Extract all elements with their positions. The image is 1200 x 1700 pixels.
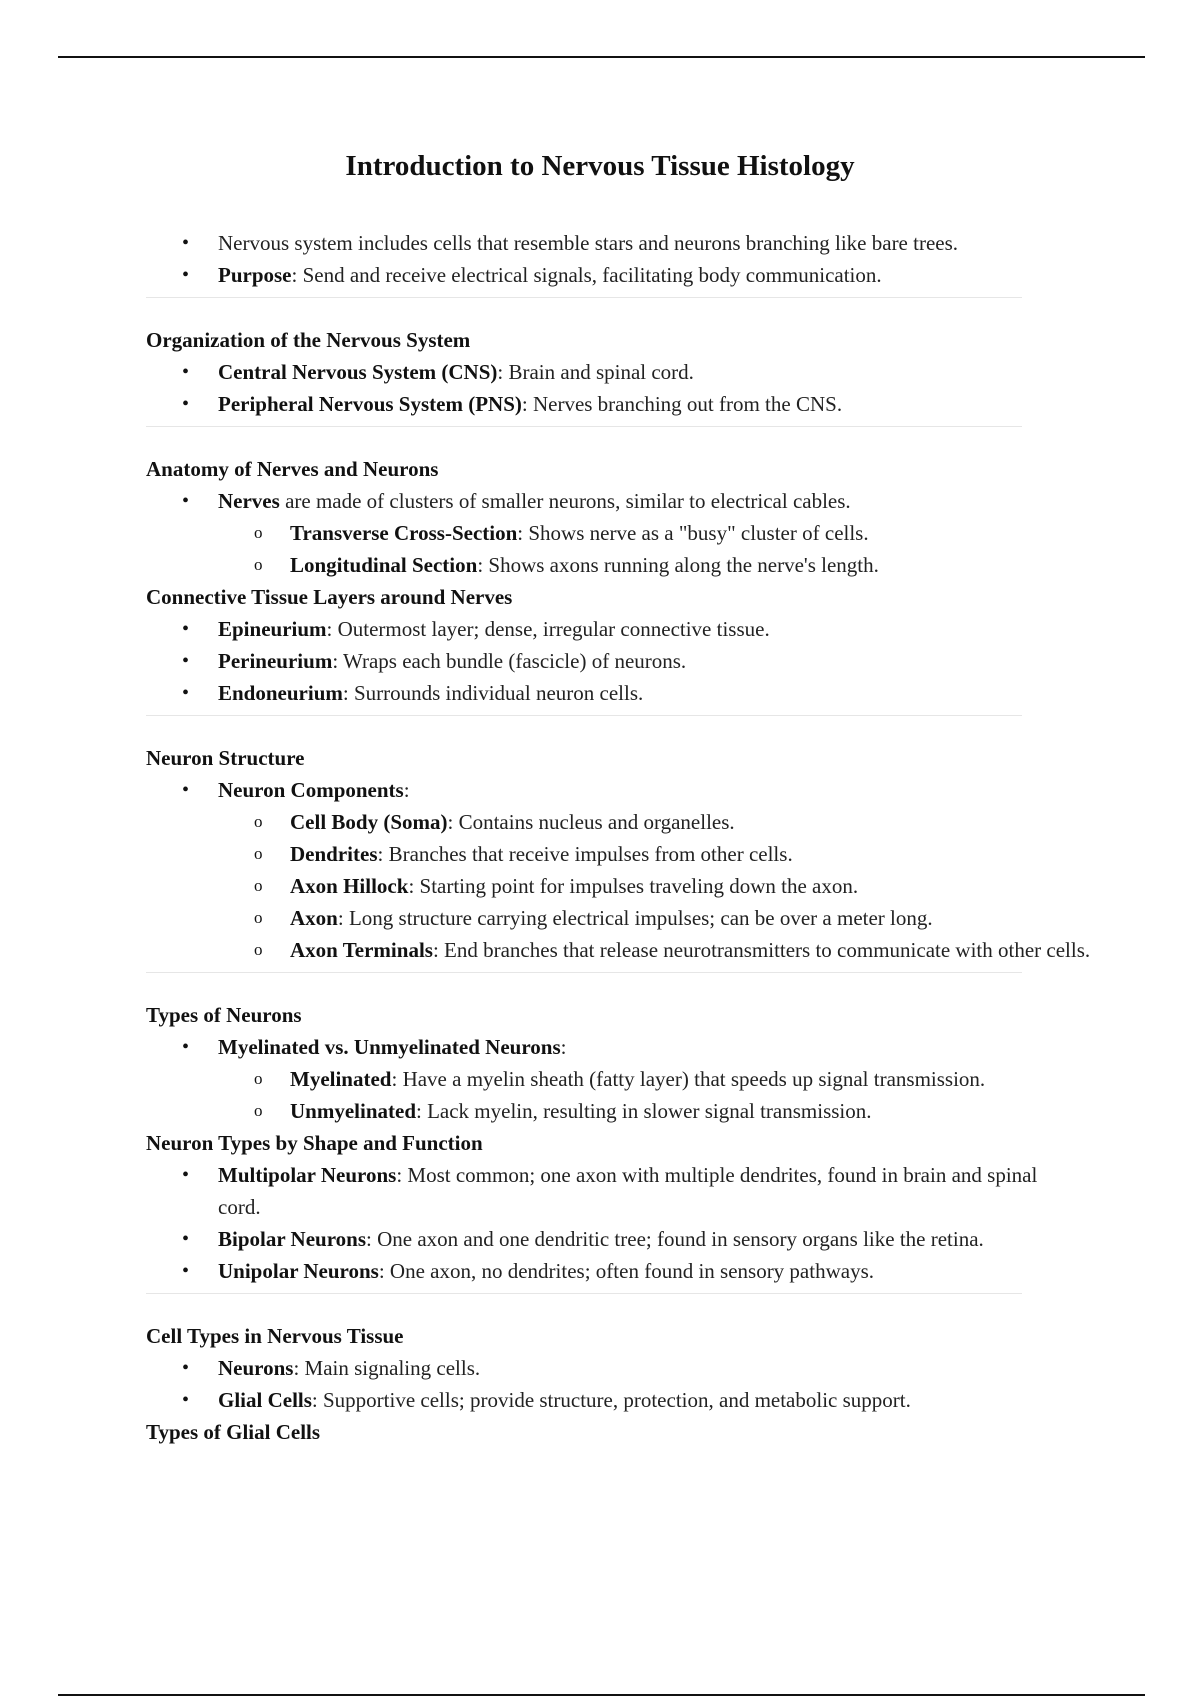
item-term: Neuron Components xyxy=(218,778,404,802)
anatomy-list xyxy=(146,485,1066,581)
item-text: : Starting point for impulses traveling down the axon. xyxy=(408,874,859,898)
list-item xyxy=(146,1031,1066,1063)
section-heading-cells: Cell Types in Nervous Tissue xyxy=(146,1324,404,1348)
item-text: : Main signaling cells. xyxy=(293,1356,481,1380)
item-term: Axon Hillock xyxy=(290,874,409,898)
item-text: : Send and receive electrical signals, facilitating body communication. xyxy=(291,263,882,287)
list-item xyxy=(146,356,1066,388)
sub-list-item xyxy=(146,549,1066,581)
item-text: : Wraps each bundle (fascicle) of neurons. xyxy=(332,649,687,673)
item-text: : One axon and one dendritic tree; found in sensory organs like the retina. xyxy=(366,1227,984,1251)
section-heading-glial: Types of Glial Cells xyxy=(146,1420,321,1444)
sub-list-item xyxy=(146,934,1106,966)
sub-list-item xyxy=(146,517,1066,549)
item-text: : One axon, no dendrites; often found in sensory pathways. xyxy=(378,1259,874,1283)
list-item xyxy=(146,645,1066,677)
list-item xyxy=(146,677,1066,709)
list-item xyxy=(146,485,1066,517)
item-text: : Outermost layer; dense, irregular connective tissue. xyxy=(326,617,770,641)
item-text: : Branches that receive impulses from other cells. xyxy=(377,842,793,866)
document-title: Introduction to Nervous Tissue Histology xyxy=(345,150,855,182)
item-term: Neurons xyxy=(218,1356,294,1380)
list-item xyxy=(146,259,1066,291)
section-heading-organization: Organization of the Nervous System xyxy=(146,328,471,352)
section-heading-structure: Neuron Structure xyxy=(146,746,305,770)
list-item xyxy=(146,388,1066,420)
item-text: : Brain and spinal cord. xyxy=(497,360,694,384)
item-term: Axon Terminals xyxy=(290,938,433,962)
item-term: Myelinated vs. Unmyelinated Neurons xyxy=(218,1035,561,1059)
list-item xyxy=(146,774,1066,806)
item-term: Purpose xyxy=(218,263,292,287)
item-term: Unmyelinated xyxy=(290,1099,416,1123)
list-item xyxy=(146,1384,1066,1416)
document-body xyxy=(146,227,1091,1448)
item-term: Multipolar Neurons xyxy=(218,1163,397,1187)
section-divider xyxy=(146,297,1022,298)
list-item xyxy=(146,1352,1066,1384)
list-item xyxy=(146,227,1066,259)
section-heading-types: Types of Neurons xyxy=(146,1003,302,1027)
item-term: Longitudinal Section xyxy=(290,553,478,577)
item-text: : End branches that release neurotransmitters to communicate with other cells. xyxy=(432,938,1091,962)
sub-list-item xyxy=(146,838,1066,870)
item-text: : Long structure carrying electrical impulses; can be over a meter long. xyxy=(337,906,933,930)
list-item xyxy=(146,1223,1066,1255)
list-item xyxy=(146,1159,1066,1223)
item-text: : Most common; one axon with multiple dendrites, found in brain and spinal cord. xyxy=(218,1163,1038,1219)
item-text: Nervous system includes cells that resemble stars and neurons branching like bare trees. xyxy=(218,231,959,255)
item-text: : Lack myelin, resulting in slower signal transmission. xyxy=(416,1099,872,1123)
section-heading-shape: Neuron Types by Shape and Function xyxy=(146,1131,483,1155)
sub-list-item xyxy=(146,1063,1066,1095)
item-text: : Nerves branching out from the CNS. xyxy=(521,392,843,416)
section-heading-connective: Connective Tissue Layers around Nerves xyxy=(146,585,513,609)
item-term: Nerves xyxy=(218,489,280,513)
section-divider xyxy=(146,715,1022,716)
bottom-rule xyxy=(58,1694,1145,1696)
item-term: Cell Body (Soma) xyxy=(290,810,448,834)
item-text: : Surrounds individual neuron cells. xyxy=(342,681,644,705)
item-text: : xyxy=(403,778,410,802)
types-list xyxy=(146,1031,1066,1127)
item-text: : Contains nucleus and organelles. xyxy=(447,810,735,834)
list-item xyxy=(146,613,1066,645)
list-item xyxy=(146,1255,1066,1287)
section-divider xyxy=(146,972,1022,973)
item-term: Peripheral Nervous System (PNS) xyxy=(218,392,522,416)
sub-list-item xyxy=(146,806,1066,838)
item-text: are made of clusters of smaller neurons, similar to electrical cables. xyxy=(279,489,851,513)
sub-list-item xyxy=(146,902,1066,934)
sub-list-item xyxy=(146,1095,1066,1127)
item-term: Axon xyxy=(290,906,338,930)
cells-list xyxy=(146,1352,1066,1416)
item-text: : xyxy=(560,1035,567,1059)
section-divider xyxy=(146,426,1022,427)
item-term: Dendrites xyxy=(290,842,378,866)
section-divider xyxy=(146,1293,1022,1294)
item-text: : Supportive cells; provide structure, protection, and metabolic support. xyxy=(311,1388,911,1412)
item-term: Bipolar Neurons xyxy=(218,1227,367,1251)
item-text: : Have a myelin sheath (fatty layer) that speeds up signal transmission. xyxy=(391,1067,986,1091)
item-term: Endoneurium xyxy=(218,681,343,705)
item-term: Myelinated xyxy=(290,1067,392,1091)
item-term: Epineurium xyxy=(218,617,327,641)
item-term: Central Nervous System (CNS) xyxy=(218,360,498,384)
shape-list xyxy=(146,1159,1066,1287)
item-term: Perineurium xyxy=(218,649,333,673)
top-rule xyxy=(58,56,1145,58)
section-heading-anatomy: Anatomy of Nerves and Neurons xyxy=(146,457,439,481)
item-text: : Shows axons running along the nerve's length. xyxy=(477,553,879,577)
sub-list-item xyxy=(146,870,1066,902)
item-term: Glial Cells xyxy=(218,1388,312,1412)
connective-list xyxy=(146,613,1066,709)
organization-list xyxy=(146,356,1066,420)
intro-list xyxy=(146,227,1066,291)
structure-list xyxy=(146,774,1091,966)
item-text: : Shows nerve as a "busy" cluster of cells. xyxy=(517,521,869,545)
item-term: Unipolar Neurons xyxy=(218,1259,379,1283)
item-term: Transverse Cross-Section xyxy=(290,521,518,545)
